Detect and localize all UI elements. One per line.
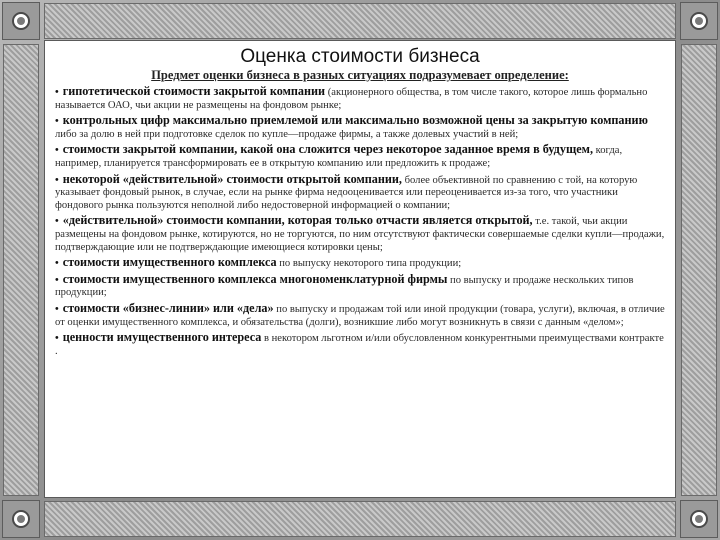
corner-ornament-icon: [680, 500, 718, 538]
item-text: по выпуску некоторого типа продукции;: [276, 258, 462, 270]
ring-icon: [690, 510, 708, 528]
bullet-icon: •: [55, 116, 59, 128]
item-bold-text: ценности имущественного интереса: [62, 330, 262, 345]
item-bold-text: стоимости имущественного комплекса: [62, 255, 277, 270]
item-text: (акционерного общества, в том числе такого, которое лишь формально называется ОАО, чьи акции не размещены на фондовом рынке;: [55, 87, 648, 111]
item-bold-text: гипотетической стоимости закрытой компании: [62, 84, 326, 98]
frame-bottom-border: [44, 501, 676, 537]
item-bold-text: стоимости закрытой компании, какой она сложится через некоторое заданное время в будущем,: [62, 142, 593, 157]
corner-ornament-icon: [2, 500, 40, 538]
frame-top-border: [44, 3, 676, 39]
bullet-icon: •: [55, 333, 59, 345]
ring-icon: [12, 510, 30, 528]
item-text: т.е. такой, чьи акции размещены на фондовом рынке, котируются, но не торгуются, по ним отсутствуют фактически совершаемые сделки купли—продажи, подтверждающие или не подтверждающие имеющиеся котировки цены;: [55, 216, 665, 253]
corner-ornament-icon: [2, 2, 40, 40]
item-text: либо за долю в ней при подготовке сделок по купле—продаже фирмы, а также долевых участий в ней;: [55, 128, 519, 140]
slide-title: Оценка стоимости бизнеса: [240, 46, 480, 67]
bullet-icon: •: [55, 258, 59, 270]
item-text: когда, например, планируется трансформировать ее в открытую компанию или предложить к продаже;: [55, 145, 623, 169]
bullet-icon: •: [55, 216, 59, 228]
list-item: [55, 273, 665, 300]
item-bold-text: «действительной» стоимости компании, которая только отчасти является открытой,: [62, 213, 533, 228]
bullet-icon: •: [55, 274, 59, 286]
list-item: [55, 85, 665, 112]
frame-right-border: [681, 44, 717, 496]
item-text: по выпуску и продажам той или иной продукции (товара, услуги), включая, в отличие от оценки имущественного комплекса, и обязательства (долги), возникшие либо могут возникнуть в связи с данным «делом»;: [55, 303, 665, 328]
slide-subtitle: Предмет оценки бизнеса в разных ситуациях подразумевает определение:: [151, 68, 569, 82]
item-bold-text: контрольных цифр максимально приемлемой или максимально возможной цены за закрытую компанию: [62, 113, 648, 128]
ring-icon: [690, 12, 708, 30]
item-bold-text: некоторой «действительной» стоимости открытой компании,: [62, 171, 402, 186]
bullet-icon: •: [55, 174, 59, 186]
list-item: [55, 256, 665, 271]
frame-left-border: [3, 44, 39, 496]
slide-content: [44, 40, 676, 498]
bullet-icon: •: [55, 145, 59, 157]
bullet-icon: •: [55, 303, 59, 315]
corner-ornament-icon: [680, 2, 718, 40]
list-item: [55, 143, 665, 170]
item-text: более объективной по сравнению с той, на которую указывает фондовый рынок, в случае, если на рынке фирма недооценивается или переоценивается из-за того, что участники фондового рынка пользуются неполной либо недостоверной информацией о компании;: [55, 174, 638, 211]
bullet-icon: •: [55, 87, 59, 98]
item-text: в некотором льготном и/или обусловленном конкурентными преимуществами контракте .: [55, 333, 664, 357]
list-item: [55, 114, 665, 141]
item-text: по выпуску и продаже нескольких типов продукции;: [55, 274, 634, 299]
list-item: [55, 331, 665, 358]
ring-icon: [12, 12, 30, 30]
item-bold-text: стоимости «бизнес-линии» или «дела»: [62, 300, 274, 315]
item-bold-text: стоимости имущественного комплекса многономенклатурной фирмы: [62, 271, 448, 286]
list-item: [55, 214, 665, 254]
list-item: [55, 173, 665, 213]
list-item: [55, 302, 665, 329]
